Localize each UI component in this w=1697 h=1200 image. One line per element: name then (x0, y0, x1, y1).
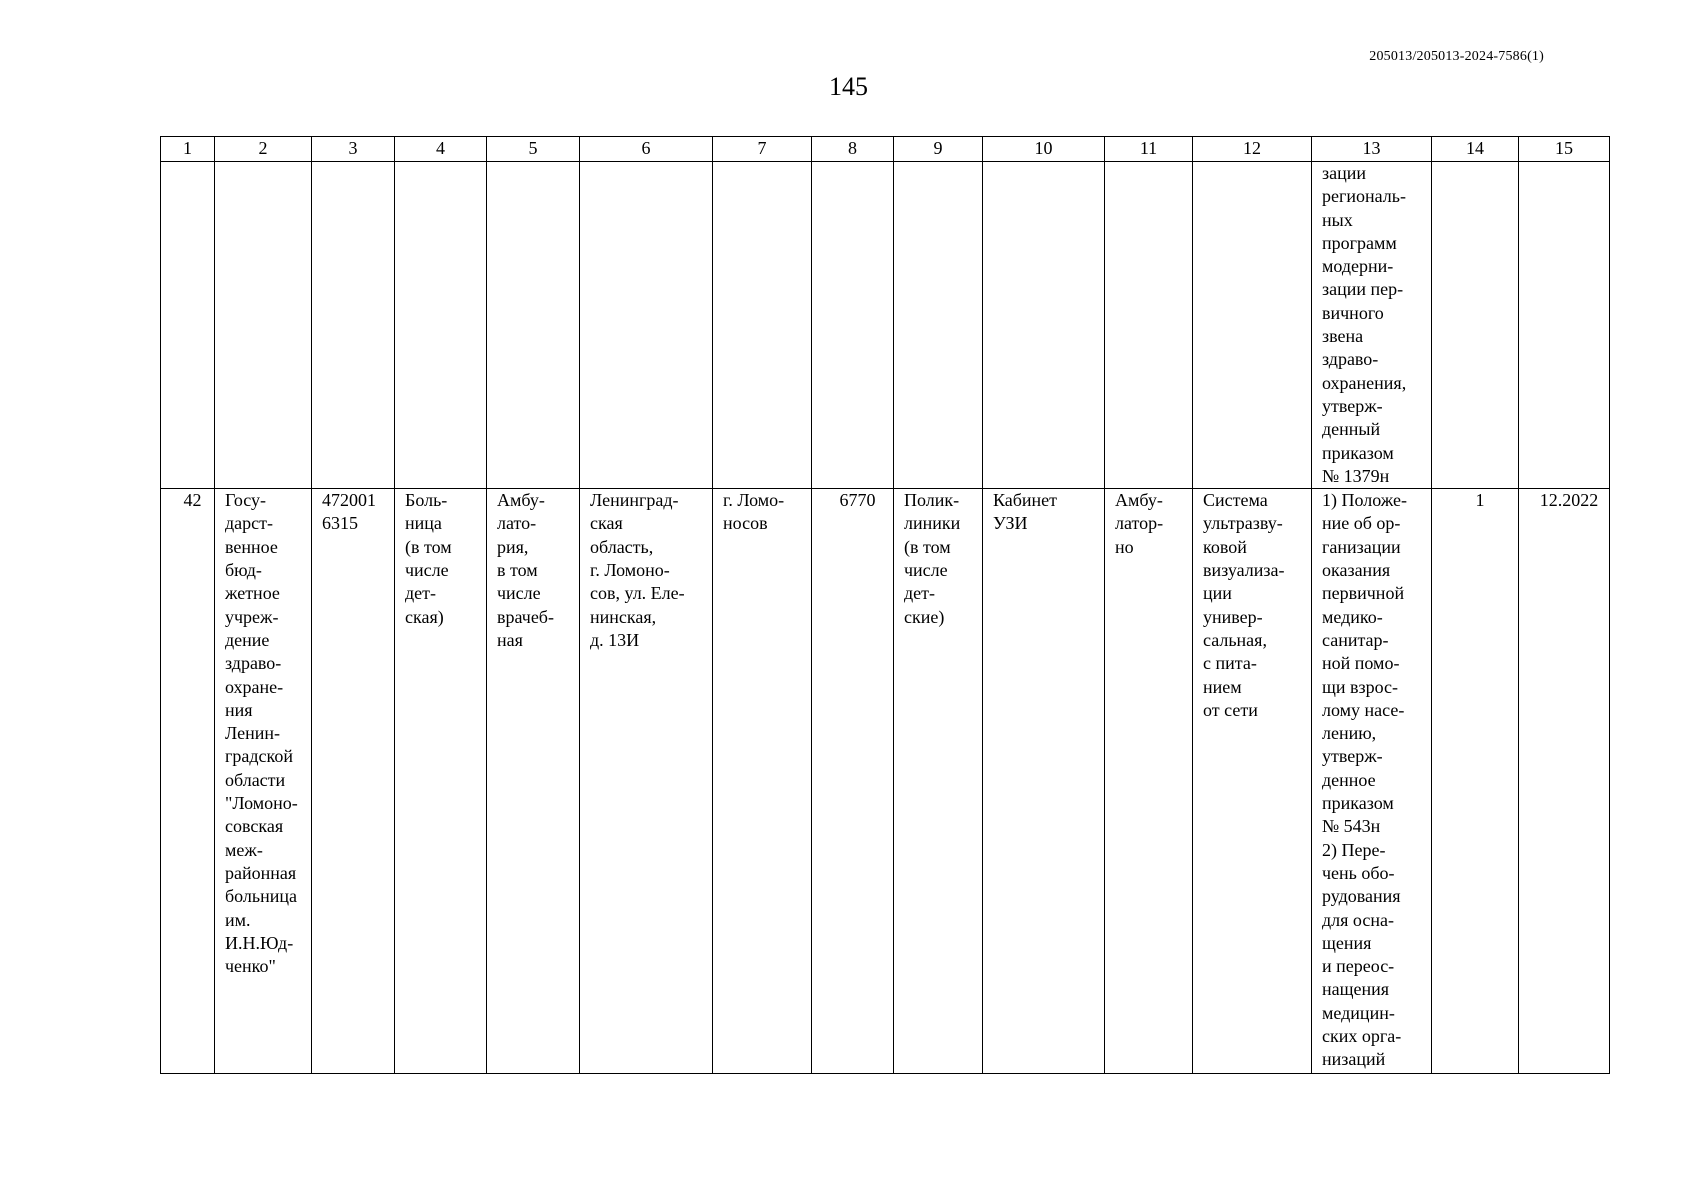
table-cell (983, 162, 1105, 489)
column-header: 4 (395, 137, 487, 162)
table-cell (1312, 162, 1432, 489)
table-cell (713, 162, 812, 489)
regulation-text: зации региональ- ных программ модерни- зации пер- вичного звена здраво- охранения, утверж- денный приказом № 1379н (1322, 163, 1407, 486)
locality-cell: г. Ломо- носов (713, 489, 812, 1074)
column-header: 14 (1432, 137, 1519, 162)
table-cell (1432, 162, 1519, 489)
organization-name-cell: Госу- дарст- венное бюд- жетное учреж- дение здраво- охране- ния Ленин- градской области "Ломоно- совская меж- районная больница им. И.Н.Юд- ченко" (215, 489, 312, 1074)
date-cell: 12.2022 (1519, 489, 1610, 1074)
room-cell: Кабинет УЗИ (983, 489, 1105, 1074)
column-number-header-row (161, 137, 1610, 162)
department-cell: Полик- линики (в том числе дет- ские) (894, 489, 983, 1074)
column-header: 10 (983, 137, 1105, 162)
table-cell (812, 162, 894, 489)
unit-type-cell: Амбу- лато- рия, в том числе врачеб- ная (487, 489, 580, 1074)
column-header: 3 (312, 137, 395, 162)
table-cell (1105, 162, 1193, 489)
table-cell (894, 162, 983, 489)
table-row (161, 489, 1610, 1074)
column-header: 15 (1519, 137, 1610, 162)
column-header: 12 (1193, 137, 1312, 162)
inn-cell: 472001 6315 (312, 489, 395, 1074)
column-header: 7 (713, 137, 812, 162)
column-header: 2 (215, 137, 312, 162)
table-cell (580, 162, 713, 489)
table-cell (1193, 162, 1312, 489)
institution-type-cell: Боль- ница (в том числе дет- ская) (395, 489, 487, 1074)
page-number: 145 (829, 72, 868, 101)
table-cell (215, 162, 312, 489)
equipment-name-cell: Система ультразву- ковой визуализа- ции универ- сальная, с пита- нием от сети (1193, 489, 1312, 1074)
continuation-row (161, 162, 1610, 489)
table-cell (1519, 162, 1610, 489)
care-condition-cell: Амбу- латор- но (1105, 489, 1193, 1074)
column-header: 8 (812, 137, 894, 162)
column-header: 11 (1105, 137, 1193, 162)
column-header: 5 (487, 137, 580, 162)
table-cell (395, 162, 487, 489)
column-header: 1 (161, 137, 215, 162)
table-cell (161, 162, 215, 489)
document-id: 205013/205013-2024-7586(1) (1369, 49, 1544, 64)
column-header: 13 (1312, 137, 1432, 162)
regulation-cell: 1) Положе- ние об ор- ганизации оказания первичной медико- санитар- ной помо- щи взрос- лому насе- лению, утверж- денное приказом № 543н 2) Пере- чень обо- рудования для осна- щения и переос- нащения медицин- ских орга- низаций (1312, 489, 1432, 1074)
table-cell (312, 162, 395, 489)
address-cell: Ленинград- ская область, г. Ломоно- сов, ул. Еле- нинская, д. 13И (580, 489, 713, 1074)
quantity-cell: 1 (1432, 489, 1519, 1074)
column-header: 9 (894, 137, 983, 162)
code-cell: 6770 (812, 489, 894, 1074)
equipment-registry-table (160, 136, 1610, 1074)
column-header: 6 (580, 137, 713, 162)
row-number-cell: 42 (161, 489, 215, 1074)
table-cell (487, 162, 580, 489)
